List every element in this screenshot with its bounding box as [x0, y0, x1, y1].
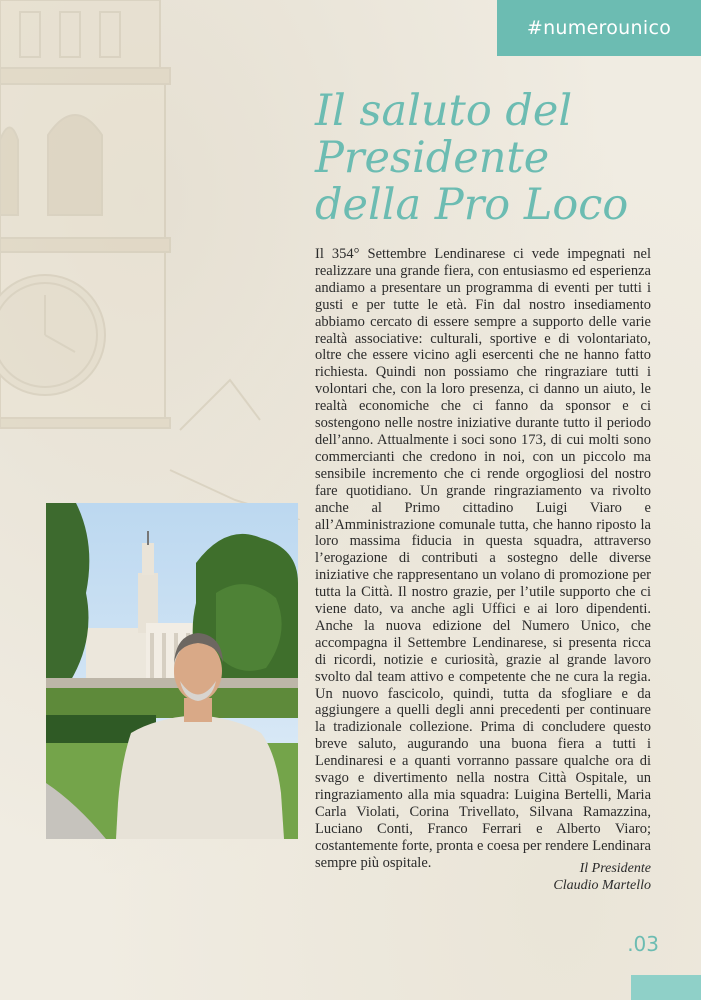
signature-name: Claudio Martello — [553, 878, 651, 893]
corner-accent-block — [631, 975, 701, 1000]
title-line-2: Presidente — [315, 133, 550, 183]
signature-block — [553, 860, 651, 894]
president-photo — [46, 503, 298, 839]
article-body: Il 354° Settembre Lendinarese ci vede impegnati nel realizzare una grande fiera, con entusiasmo ed esperienza andiamo a presentare un programma di eventi per tutti i gusti e per tutte le età. Fin dal nostro insediamento abbiamo cercato di essere sempre a supporto delle varie realtà associative: culturali, sportive e di volontariato, oltre che essere vicino agli esercenti che ne hanno fatto richiesta. Quindi non possiamo che ringraziare tutti i volontari che, con la loro presenza, ci danno un aiuto, le realtà economiche che ci fanno da sponsor e ci sostengono nelle nostre iniziative durante tutto il periodo dell’anno. Attualmente i soci sono 173, di cui molti sono commercianti che credono in noi, con un piccolo ma sensibile incremento che ci rende orgogliosi del nostro fare quotidiano. Un grande ringraziamento va rivolto anche al Primo cittadino Luigi Viaro e all’Amministrazione comunale tutta, che hanno riposto la loro massima fiducia in questa squadra, attraverso l’erogazione di contributi a sostegno delle diverse iniziative che rappresentano un volano di promozione per tutta la Città. Il nostro grazie, per l’utile supporto che ci viene dato, va anche agli Uffici e ai loro dipendenti. Anche la nuova edizione del Numero Unico, che accompagna il Settembre Lendinarese, si presenta ricca di ricordi, notizie e curiosità, grazie al grande lavoro svolto dal team attivo e competente che ne cura la regia. Un nuovo fascicolo, quindi, tutta da sfogliare e da aggiungere a quelli degli anni precedenti per continuare la tradizionale collezione. Prima di concludere questo breve saluto, augurando una buona fiera a tutti i Lendinaresi e a quanti vorranno passare qualche ora di svago e divertimento nella nostra Città Ospitale, un ringraziamento alla mia squadra: Luigina Bertelli, Maria Carla Violati, Corina Trivellato, Silvana Ramazzina, Luciano Conti, Franco Ferrari e Alberto Viaro; costantemente forte, pronta e coesa per rendere Lendinara sempre più ospitale. — [315, 246, 651, 871]
page-title — [315, 88, 685, 229]
hashtag-label: #numerounico — [497, 0, 701, 56]
title-line-3: della Pro Loco — [315, 180, 629, 230]
page-number: .03 — [627, 932, 659, 956]
signature-role: Il Presidente — [579, 861, 651, 876]
tower-sketch-illustration — [0, 0, 300, 520]
title-line-1: Il saluto del — [315, 86, 573, 136]
